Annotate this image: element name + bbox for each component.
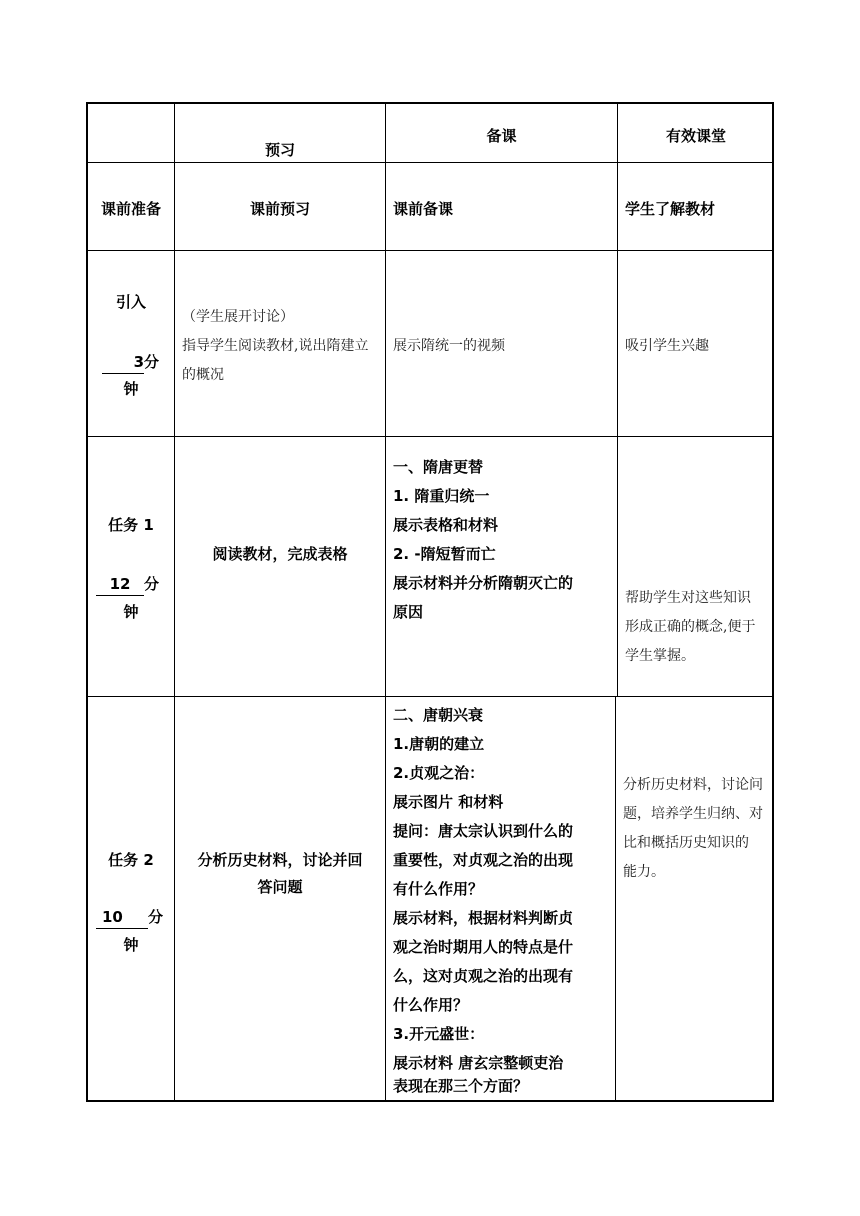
row-task1-prep-line: 1. 隋重归统一 [393,487,490,505]
row-divider [88,250,772,251]
row-task1-unit-fen: 分 [144,575,160,593]
header-effective: 有效课堂 [665,127,726,145]
row-task2-prep-line: 重要性，对贞观之治的出现 [393,851,574,869]
row-task1-prep-line: 2. -隋短暂而亡 [393,545,496,563]
row-task2-prep-line: 2.贞观之治： [393,764,485,782]
row-task2-prep-line: 提问：唐太宗认识到什么的 [393,822,574,840]
row-task2-prep-line: 展示图片 和材料 [393,793,504,811]
column-divider [615,696,616,1100]
header-preview: 预习 [264,141,295,159]
row-intro-label: 引入 [115,293,146,311]
row-task1-prep-line: 展示表格和材料 [393,516,499,534]
row-prep-preview: 课前预习 [249,200,310,218]
row-task2-preview-line: 分析历史材料，讨论并回 [197,851,363,869]
row-task1-label: 任务 1 [108,516,154,534]
row-task2-prep-line: 展示材料，根据材料判断贞 [393,909,574,927]
row-task1-effective-line: 形成正确的概念,便于 [625,619,756,635]
column-divider [617,104,618,696]
row-divider [88,436,772,437]
row-task2-label: 任务 2 [108,851,154,869]
row-task2-prep-line: 展示材料 唐玄宗整顿吏治 [393,1054,564,1072]
row-task1-effective-line: 帮助学生对这些知识 [625,590,751,606]
row-task2-prep-line: 么，这对贞观之治的出现有 [393,967,574,985]
row-intro-unit-fen: 分 [144,353,160,371]
row-task2-prep-line: 有什么作用？ [393,880,484,898]
row-task2-prep-line: 观之治时期用人的特点是什 [393,938,574,956]
row-task2-effective-line: 能力。 [623,864,665,880]
header-prep: 备课 [486,127,517,145]
row-intro-preview-line: 的概况 [182,367,224,383]
row-prep-effective: 学生了解教材 [625,200,716,218]
row-task1-prep-line: 展示材料并分析隋朝灭亡的 [393,574,574,592]
row-task2-prep-line: 什么作用？ [393,996,469,1014]
row-task1-prep-line: 原因 [393,603,424,621]
row-task2-duration [96,903,163,932]
row-task2-preview-line: 答问题 [257,878,303,896]
row-task1-prep-line: 一、隋唐更替 [393,458,484,476]
row-task2-prep-line: 3.开元盛世： [393,1025,485,1043]
row-task1-duration [96,570,159,599]
row-intro-unit-zhong: 钟 [123,380,139,398]
row-task1-minutes: 12 [96,573,144,596]
row-intro-preview-line: （学生展开讨论） [182,309,294,325]
row-task2-effective-line: 分析历史材料，讨论问 [623,777,763,793]
row-task2-effective-line: 题，培养学生归纳、对 [623,806,763,822]
row-task2-effective-line: 比和概括历史知识的 [623,835,749,851]
row-task2-prep-line: 表现在那三个方面？ [393,1077,529,1095]
row-task2-prep-line: 二、唐朝兴衰 [393,706,484,724]
row-task1-effective-line: 学生掌握。 [625,648,695,664]
column-divider [385,104,386,1100]
row-intro-minutes: 3 [102,351,144,374]
row-task2-unit-zhong: 钟 [123,936,139,954]
row-intro-effective: 吸引学生兴趣 [625,338,709,354]
row-prep-label: 课前准备 [100,200,161,218]
row-intro-preview-line: 指导学生阅读教材,说出隋建立 [182,338,369,354]
column-divider [174,104,175,1100]
row-intro-prep: 展示隋统一的视频 [393,338,505,354]
row-task2-prep-line: 1.唐朝的建立 [393,735,485,753]
row-prep-prep: 课前备课 [393,200,454,218]
row-task2-minutes: 10 [96,906,148,929]
row-intro-duration [102,348,159,377]
row-task1-preview: 阅读教材，完成表格 [212,545,348,563]
row-divider [88,696,772,697]
row-task1-unit-zhong: 钟 [123,603,139,621]
row-task2-unit-fen: 分 [148,908,164,926]
